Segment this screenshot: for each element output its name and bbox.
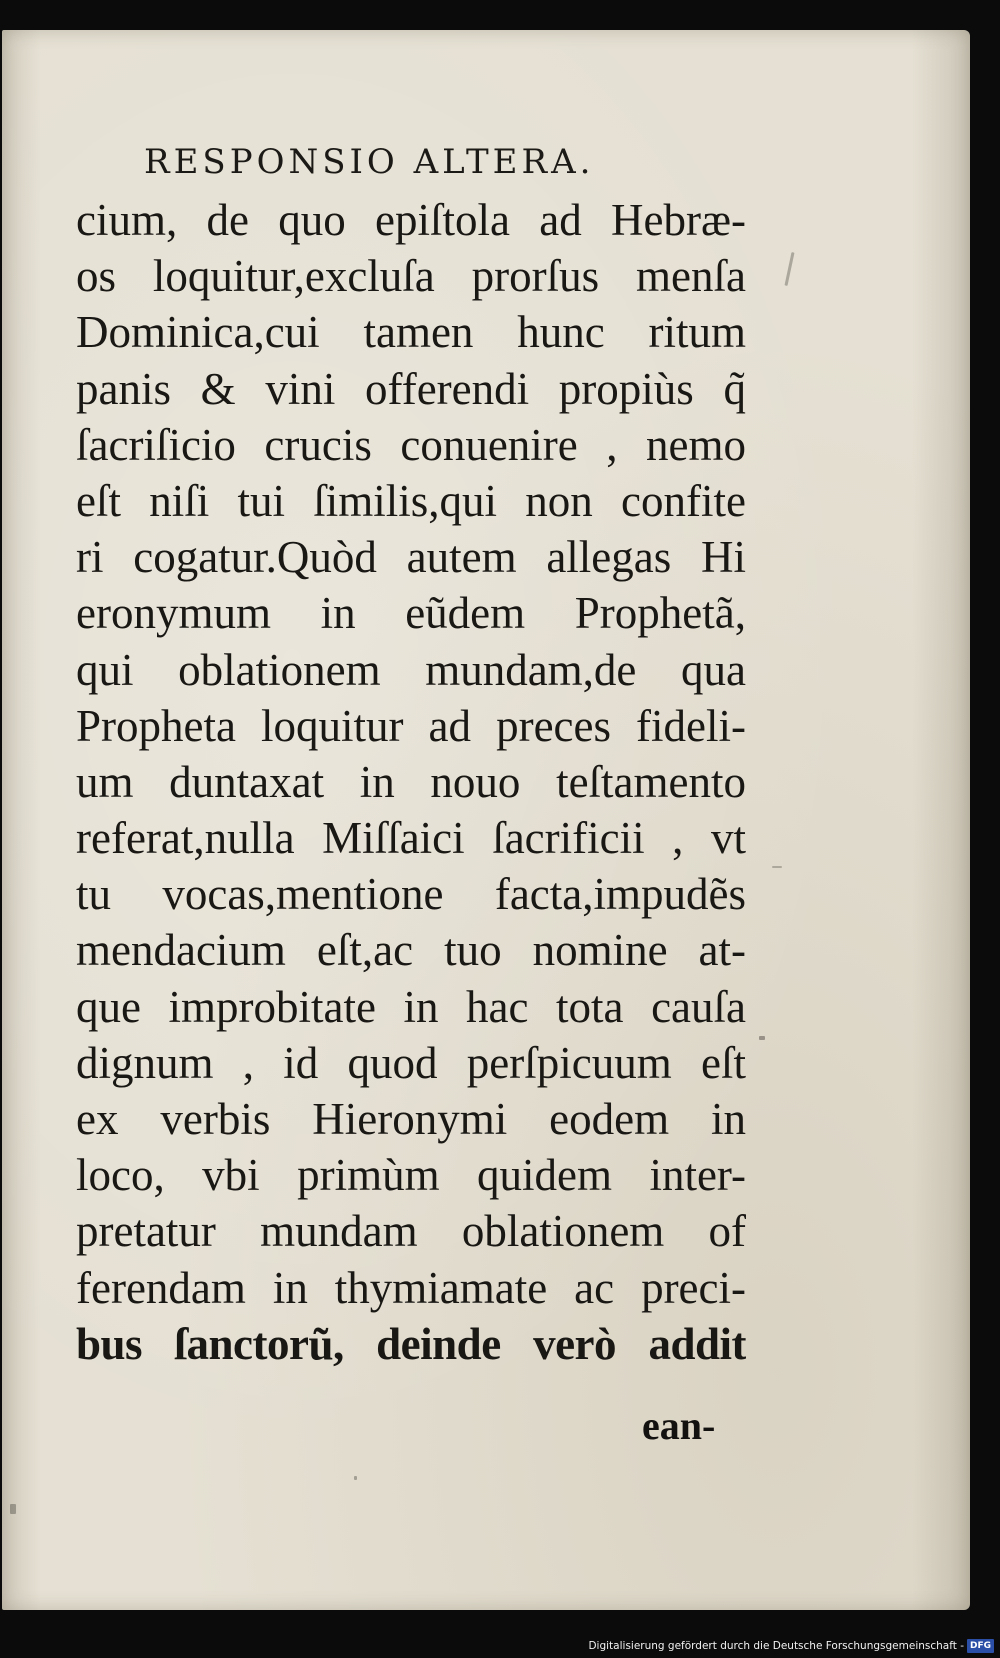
text-line-12: referat,nulla Miſſaici ſacrificii , vt <box>76 813 746 864</box>
text-line-21: bus ſanctorũ, deinde verò addit <box>76 1318 746 1369</box>
body-text <box>76 192 746 1372</box>
running-head: RESPONSIO ALTERA. <box>144 142 595 182</box>
book-page <box>2 30 970 1610</box>
paper-speck <box>759 1036 765 1040</box>
text-line-4: panis & vini offerendi propiùs q̃ <box>76 363 746 414</box>
paper-speck <box>784 252 794 286</box>
text-line-18: loco, vbi primùm quidem inter- <box>76 1150 746 1201</box>
text-line-8: eronymum in eũdem Prophetã, <box>76 588 746 639</box>
text-line-16: dignum , id quod perſpicuum eſt <box>76 1037 746 1088</box>
catchword: ean- <box>642 1403 716 1448</box>
footer-credit: Digitalisierung gefördert durch die Deutsche Forschungsgemeinschaft - <box>588 1640 964 1652</box>
text-line-20: ferendam in thymiamate ac preci- <box>76 1262 746 1313</box>
text-line-14: mendacium eſt,ac tuo nomine at- <box>76 925 746 976</box>
digitization-footer <box>588 1638 994 1654</box>
text-line-7: ri cogatur.Quòd autem allegas Hi <box>76 532 746 583</box>
text-line-1: cium, de quo epiſtola ad Hebræ- <box>76 195 746 245</box>
text-line-6: eſt niſi tui ſimilis,qui non confite <box>76 475 746 526</box>
text-line-13: tu vocas,mentione facta,impudẽs <box>76 869 746 920</box>
text-line-10: Propheta loquitur ad preces fideli- <box>76 700 746 751</box>
text-line-3: Dominica,cui tamen hunc ritum <box>76 307 746 358</box>
paper-speck <box>354 1476 357 1480</box>
dfg-logo-icon: DFG <box>967 1639 994 1653</box>
text-line-17: ex verbis Hieronymi eodem in <box>76 1094 746 1144</box>
text-line-9: qui oblationem mundam,de qua <box>76 644 746 695</box>
text-line-15: que improbitate in hac tota cauſa <box>76 981 746 1032</box>
text-line-19: pretatur mundam oblationem of <box>76 1206 746 1257</box>
text-line-2: os loquitur,excluſa prorſus menſa <box>76 251 746 302</box>
paper-speck <box>772 866 782 868</box>
text-line-11: um duntaxat in nouo teſtamento <box>76 756 746 807</box>
text-line-5: ſacriſicio crucis conuenire , nemo <box>76 419 746 470</box>
paper-speck <box>10 1504 16 1514</box>
